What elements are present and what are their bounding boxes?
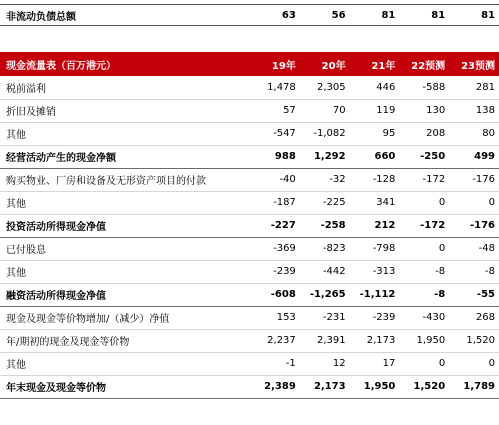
- value-cell: 119: [350, 99, 400, 122]
- value-cell: 0: [399, 237, 449, 260]
- table-row: [0, 122, 499, 145]
- value-cell: -187: [250, 191, 300, 214]
- table-row: [0, 329, 499, 352]
- value-cell: -225: [300, 191, 350, 214]
- value-cell: 1,520: [449, 329, 499, 352]
- value-cell: 988: [250, 145, 300, 168]
- year-header: 19年: [250, 52, 300, 76]
- year-header: 22预测: [399, 52, 449, 76]
- row-label: 其他: [0, 260, 250, 283]
- value-cell: 95: [350, 122, 400, 145]
- value-cell: -313: [350, 260, 400, 283]
- value-cell: -250: [399, 145, 449, 168]
- table-row: [0, 237, 499, 260]
- row-label: 折旧及摊销: [0, 99, 250, 122]
- table-row: [0, 191, 499, 214]
- row-label: 其他: [0, 352, 250, 375]
- table-title: 现金流量表（百万港元）: [0, 52, 250, 76]
- table-row: [0, 99, 499, 122]
- value-cell: 138: [449, 99, 499, 122]
- value-cell: -547: [250, 122, 300, 145]
- value-cell: 660: [350, 145, 400, 168]
- value-cell: -172: [399, 214, 449, 237]
- value-cell: 2,173: [350, 329, 400, 352]
- value-cell: -442: [300, 260, 350, 283]
- row-label: 购买物业、厂房和设备及无形资产项目的付款: [0, 168, 250, 191]
- value-cell: -608: [250, 283, 300, 306]
- value-cell: 0: [449, 191, 499, 214]
- table-row: [0, 375, 499, 398]
- value-cell: -430: [399, 306, 449, 329]
- value-cell: 2,173: [300, 375, 350, 398]
- value-cell: 268: [449, 306, 499, 329]
- value-cell: -32: [300, 168, 350, 191]
- table-row: [0, 214, 499, 237]
- value-cell: 1,520: [399, 375, 449, 398]
- value-cell: 80: [449, 122, 499, 145]
- value-cell: -588: [399, 76, 449, 99]
- value-cell: -1,265: [300, 283, 350, 306]
- value-cell: 63: [250, 5, 300, 26]
- value-cell: 1,292: [300, 145, 350, 168]
- row-label: 其他: [0, 122, 250, 145]
- value-cell: -239: [250, 260, 300, 283]
- value-cell: 2,389: [250, 375, 300, 398]
- year-header: 21年: [350, 52, 400, 76]
- value-cell: -48: [449, 237, 499, 260]
- row-label: 现金及现金等价物增加/（减少）净值: [0, 306, 250, 329]
- value-cell: 70: [300, 99, 350, 122]
- cash-flow-table: [0, 52, 499, 399]
- value-cell: 2,237: [250, 329, 300, 352]
- value-cell: -128: [350, 168, 400, 191]
- value-cell: -798: [350, 237, 400, 260]
- value-cell: 81: [399, 5, 449, 26]
- row-label: 经营活动产生的现金净额: [0, 145, 250, 168]
- value-cell: 2,391: [300, 329, 350, 352]
- value-cell: -8: [449, 260, 499, 283]
- value-cell: 130: [399, 99, 449, 122]
- row-label: 年末现金及现金等价物: [0, 375, 250, 398]
- row-label: 已付股息: [0, 237, 250, 260]
- table-row: [0, 352, 499, 375]
- value-cell: 57: [250, 99, 300, 122]
- value-cell: 446: [350, 76, 400, 99]
- value-cell: 0: [399, 352, 449, 375]
- table-row-non-current-liabilities: [0, 5, 499, 26]
- year-header: 23预测: [449, 52, 499, 76]
- value-cell: -8: [399, 283, 449, 306]
- value-cell: 12: [300, 352, 350, 375]
- value-cell: -227: [250, 214, 300, 237]
- value-cell: -1,082: [300, 122, 350, 145]
- table-header-row: [0, 52, 499, 76]
- value-cell: 2,305: [300, 76, 350, 99]
- value-cell: -239: [350, 306, 400, 329]
- value-cell: -823: [300, 237, 350, 260]
- row-label: 其他: [0, 191, 250, 214]
- table-row: [0, 260, 499, 283]
- value-cell: -258: [300, 214, 350, 237]
- value-cell: 17: [350, 352, 400, 375]
- value-cell: 281: [449, 76, 499, 99]
- value-cell: 81: [449, 5, 499, 26]
- table-row: [0, 168, 499, 191]
- row-label: 融资活动所得现金净值: [0, 283, 250, 306]
- value-cell: 0: [399, 191, 449, 214]
- balance-sheet-table-fragment: [0, 4, 499, 26]
- value-cell: 341: [350, 191, 400, 214]
- row-label: 非流动负债总额: [0, 5, 250, 26]
- value-cell: -8: [399, 260, 449, 283]
- value-cell: -176: [449, 168, 499, 191]
- value-cell: 212: [350, 214, 400, 237]
- value-cell: 1,478: [250, 76, 300, 99]
- table-row: [0, 306, 499, 329]
- value-cell: -1: [250, 352, 300, 375]
- value-cell: -369: [250, 237, 300, 260]
- value-cell: 499: [449, 145, 499, 168]
- table-row: [0, 145, 499, 168]
- value-cell: 153: [250, 306, 300, 329]
- value-cell: 81: [350, 5, 400, 26]
- value-cell: 1,950: [399, 329, 449, 352]
- value-cell: 208: [399, 122, 449, 145]
- table-row: [0, 283, 499, 306]
- year-header: 20年: [300, 52, 350, 76]
- value-cell: 0: [449, 352, 499, 375]
- table-row: [0, 76, 499, 99]
- value-cell: -231: [300, 306, 350, 329]
- row-label: 税前溢利: [0, 76, 250, 99]
- value-cell: 1,950: [350, 375, 400, 398]
- value-cell: -55: [449, 283, 499, 306]
- value-cell: -172: [399, 168, 449, 191]
- value-cell: 56: [300, 5, 350, 26]
- row-label: 年/期初的现金及现金等价物: [0, 329, 250, 352]
- value-cell: 1,789: [449, 375, 499, 398]
- value-cell: -1,112: [350, 283, 400, 306]
- value-cell: -176: [449, 214, 499, 237]
- value-cell: -40: [250, 168, 300, 191]
- row-label: 投资活动所得现金净值: [0, 214, 250, 237]
